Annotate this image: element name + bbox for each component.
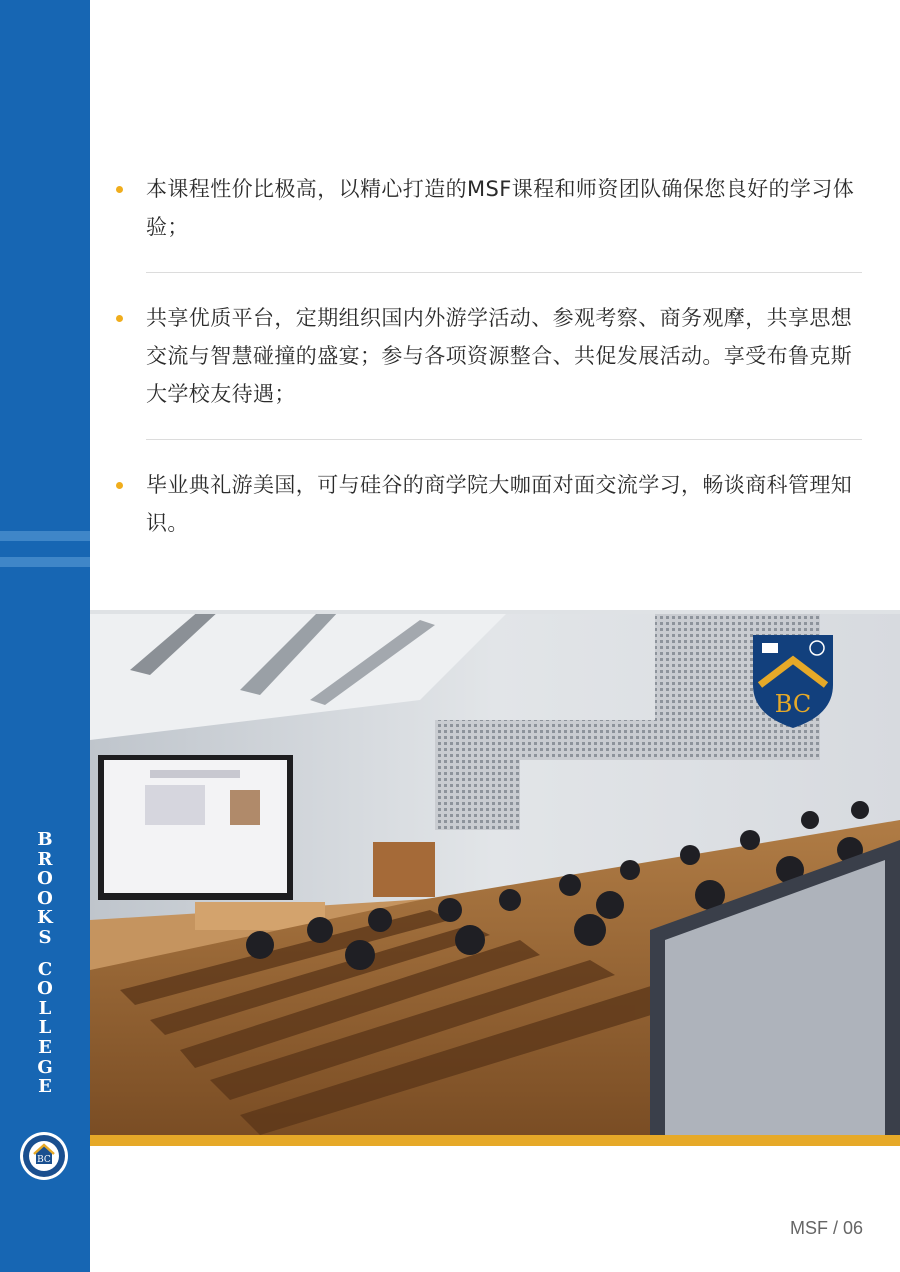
lecture-hall-photo <box>90 610 900 1135</box>
lecture-hall-illustration <box>90 610 900 1135</box>
bullet-dot-icon <box>116 315 123 322</box>
divider <box>146 272 862 273</box>
brand-letter: O <box>37 868 53 890</box>
brand-letter: E <box>38 1036 52 1058</box>
brand-letter: O <box>37 978 53 1000</box>
divider <box>146 439 862 440</box>
list-item-text: 本课程性价比极高，以精心打造的MSF课程和师资团队确保您良好的学习体验； <box>146 177 855 239</box>
sidebar-stripe <box>0 557 90 567</box>
list-item-text: 共享优质平台，定期组织国内外游学活动、参观考察、商务观摩，共享思想交流与智慧碰撞的盛宴；参与各项资源整合、共促发展活动。享受布鲁克斯大学校友待遇； <box>146 306 853 406</box>
brand-letter: O <box>37 887 53 909</box>
brand-letter: S <box>38 926 52 948</box>
benefits-list <box>116 170 862 542</box>
accent-bar <box>90 1135 900 1146</box>
sidebar-stripe <box>0 531 90 541</box>
bullet-dot-icon <box>116 482 123 489</box>
brand-letter: B <box>37 829 53 850</box>
list-item <box>116 466 862 542</box>
list-item-text: 毕业典礼游美国，可与硅谷的商学院大咖面对面交流学习，畅谈商科管理知识。 <box>146 473 853 535</box>
page-number: MSF / 06 <box>789 1218 863 1238</box>
sidebar <box>0 0 90 1272</box>
college-seal-icon <box>19 1131 69 1181</box>
brand-letter: L <box>38 1017 52 1039</box>
brand-letter: L <box>38 997 52 1019</box>
brand-letter: K <box>37 907 53 929</box>
list-item <box>116 299 862 413</box>
brand-letter: G <box>37 1056 53 1078</box>
vertical-brand-name <box>30 830 60 1097</box>
crest-letters: BC <box>774 690 812 718</box>
brand-letter: R <box>37 848 53 870</box>
bullet-dot-icon <box>116 186 123 193</box>
list-item <box>116 170 862 246</box>
brand-letter: C <box>37 958 53 980</box>
svg-text:BC: BC <box>37 1155 51 1165</box>
brand-letter: E <box>38 1076 52 1098</box>
